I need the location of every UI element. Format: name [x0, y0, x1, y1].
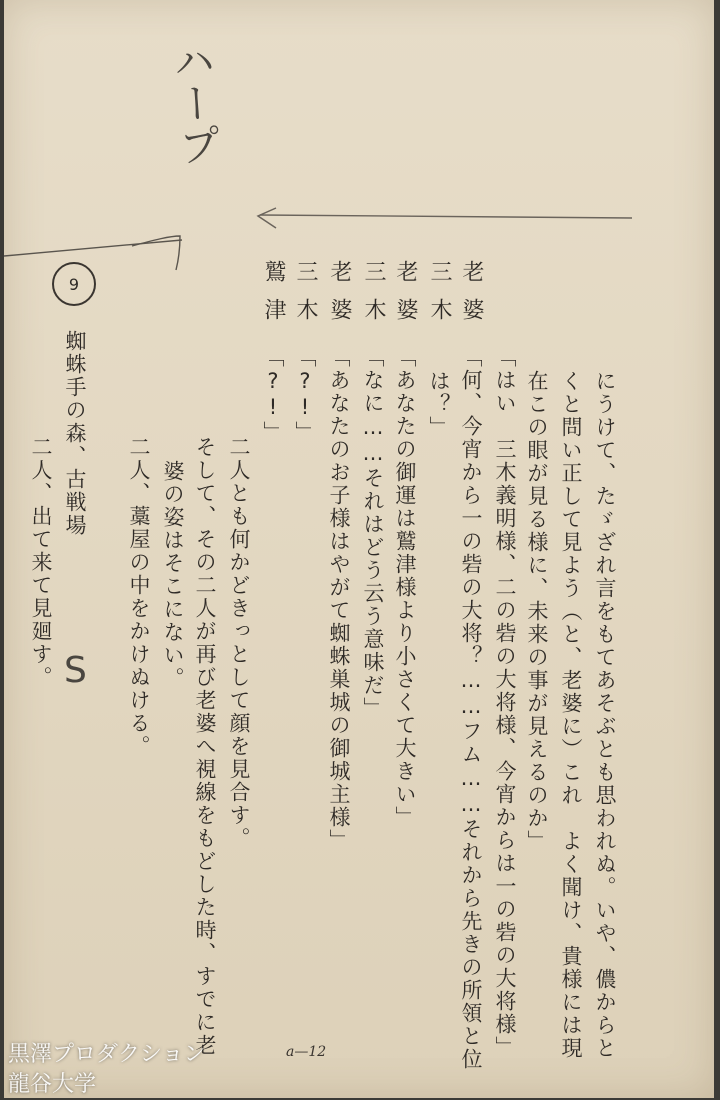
script-line: 「?!」 [261, 346, 285, 444]
speaker-name: 三木 [293, 260, 318, 336]
script-page [4, 0, 714, 1098]
speaker-name: 三木 [361, 260, 386, 336]
watermark-line: 黒澤プロダクション [8, 1042, 206, 1067]
script-line: にうけて、たゞざれ言をもてあそぶとも思われぬ。いや、儂からと [593, 370, 617, 1060]
script-line: 「あなたの御運は鷲津様より小さくて大きい」 [393, 346, 417, 829]
stage-direction: 婆の姿はそこにない。 [161, 460, 185, 690]
page-number: a—12 [286, 1044, 327, 1060]
handwritten-title: ハープ [165, 38, 224, 168]
stage-direction: 二人、出て来て見廻す。 [29, 436, 53, 689]
stage-direction: 二人、藁屋の中をかけぬける。 [127, 436, 151, 758]
script-line: 在この眼が見る様に、未来の事が見えるのか」 [525, 370, 549, 853]
pencil-squiggle-mark: S [64, 650, 87, 691]
scene-heading: 蜘蛛手の森、古戦場 [63, 330, 87, 537]
pencil-arrowhead [258, 208, 276, 228]
speaker-name: 三木 [427, 260, 452, 336]
script-line: 「はい 三木義明様、二の砦の大将様、今宵からは一の砦の大将様」 [493, 346, 517, 1059]
scene-number: 9 [52, 262, 96, 306]
script-line: 「何、今宵から一の砦の大将？……フム……それから先きの所領と位 [459, 346, 483, 1071]
script-line: 「?!」 [293, 346, 317, 444]
stage-direction: そして、その二人が再び老婆へ視線をもどした時、すでに老 [193, 436, 217, 1057]
speaker-name: 老婆 [459, 260, 484, 336]
speaker-name: 老婆 [393, 260, 418, 336]
pencil-arrow-line [260, 215, 632, 218]
speaker-name: 老婆 [327, 260, 352, 336]
stage-direction: 二人とも何かどきっとして顔を見合す。 [227, 436, 251, 850]
archive-watermark [8, 1040, 206, 1100]
script-line: 「なに……それはどう云う意味だ」 [361, 346, 385, 720]
pencil-cut-line [4, 240, 182, 256]
watermark-line: 龍谷大学 [8, 1072, 97, 1097]
script-line: くと問い正して見よう（と、老婆に）これ よく聞け、貴様には現 [559, 370, 583, 1060]
script-line: は？」 [427, 370, 451, 439]
speaker-name: 鷲津 [261, 260, 286, 336]
script-line: 「あなたのお子様はやがて蜘蛛巣城の御城主様」 [327, 346, 351, 852]
